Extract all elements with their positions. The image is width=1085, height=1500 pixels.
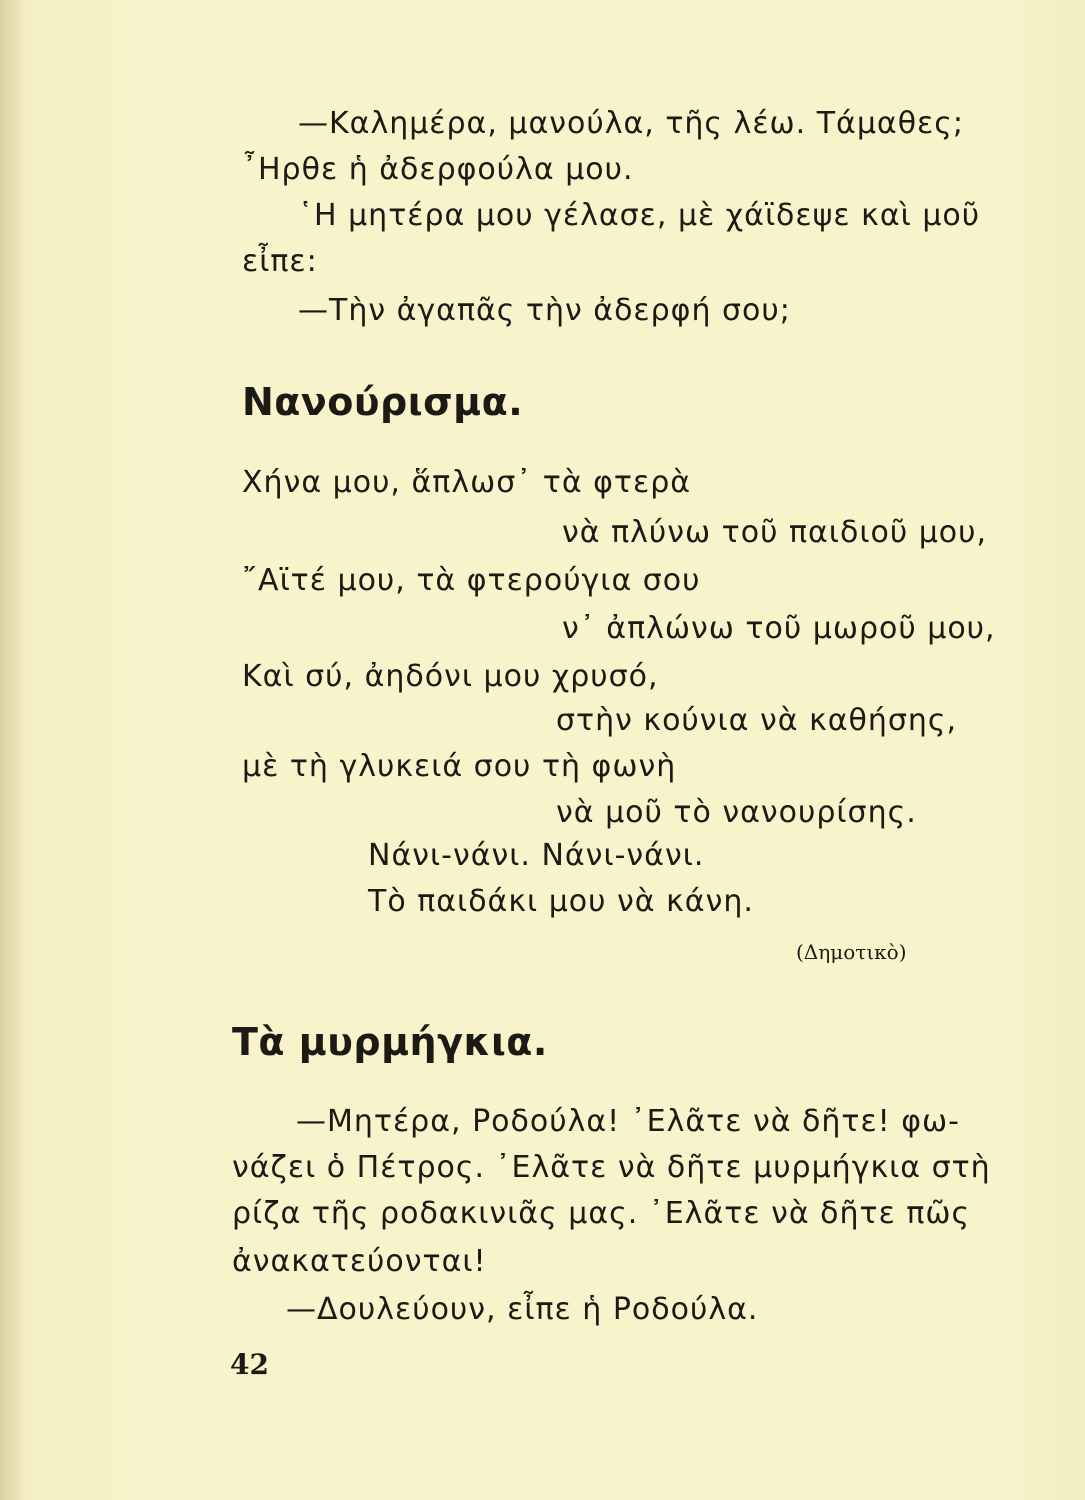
poem-line: Νάνι-νάνι. Νάνι-νάνι. xyxy=(368,838,705,873)
text-line: ἀνακατεύονται! xyxy=(232,1244,487,1279)
poem-line: στὴν κούνια νὰ καθήσης, xyxy=(556,703,958,738)
poem-line: ῎Αϊτέ μου, τὰ φτερούγια σου xyxy=(242,563,701,598)
poem-line: Χήνα μου, ἅπλωσ᾽ τὰ φτερὰ xyxy=(242,465,692,500)
text-line: ρίζα τῆς ροδακινιᾶς μας. ᾽Ελᾶτε νὰ δῆτε πῶς xyxy=(232,1196,971,1231)
text-line: εἶπε: xyxy=(242,244,318,279)
poem-line: ν᾽ ἀπλώνω τοῦ μωροῦ μου, xyxy=(562,611,996,646)
text-line: ῏Ηρθε ἡ ἀδερφούλα μου. xyxy=(242,152,634,187)
text-line: —Δουλεύουν, εἶπε ἡ Ροδούλα. xyxy=(286,1292,759,1327)
text-line: —Τὴν ἀγαπᾶς τὴν ἀδερφή σου; xyxy=(298,293,791,328)
text-line: ῾Η μητέρα μου γέλασε, μὲ χάϊδεψε καὶ μοῦ xyxy=(298,198,981,233)
poem-line: νὰ μοῦ τὸ νανουρίσης. xyxy=(556,795,917,830)
poem-line: νὰ πλύνω τοῦ παιδιοῦ μου, xyxy=(562,515,988,550)
poem-line: μὲ τὴ γλυκειά σου τὴ φωνὴ xyxy=(242,749,677,784)
text-line: νάζει ὁ Πέτρος. ᾽Ελᾶτε νὰ δῆτε μυρμήγκια στὴ xyxy=(232,1150,991,1185)
page-number: 42 xyxy=(230,1348,269,1381)
text-line: —Καλημέρα, μανούλα, τῆς λέω. Τάμαθες; xyxy=(298,106,964,141)
poem-line: Καὶ σύ, ἀηδόνι μου χρυσό, xyxy=(242,659,659,694)
page-spine-shadow xyxy=(0,0,22,1500)
poem-line: Τὸ παιδάκι μου νὰ κάνη. xyxy=(368,884,754,919)
poem-title: Νανούρισμα. xyxy=(242,380,524,424)
section-title: Τὰ μυρμήγκια. xyxy=(232,1020,548,1064)
poem-source: (Δημοτικὸ) xyxy=(796,940,907,964)
text-line: —Μητέρα, Ροδούλα! ᾽Ελᾶτε νὰ δῆτε! φω- xyxy=(296,1104,960,1139)
